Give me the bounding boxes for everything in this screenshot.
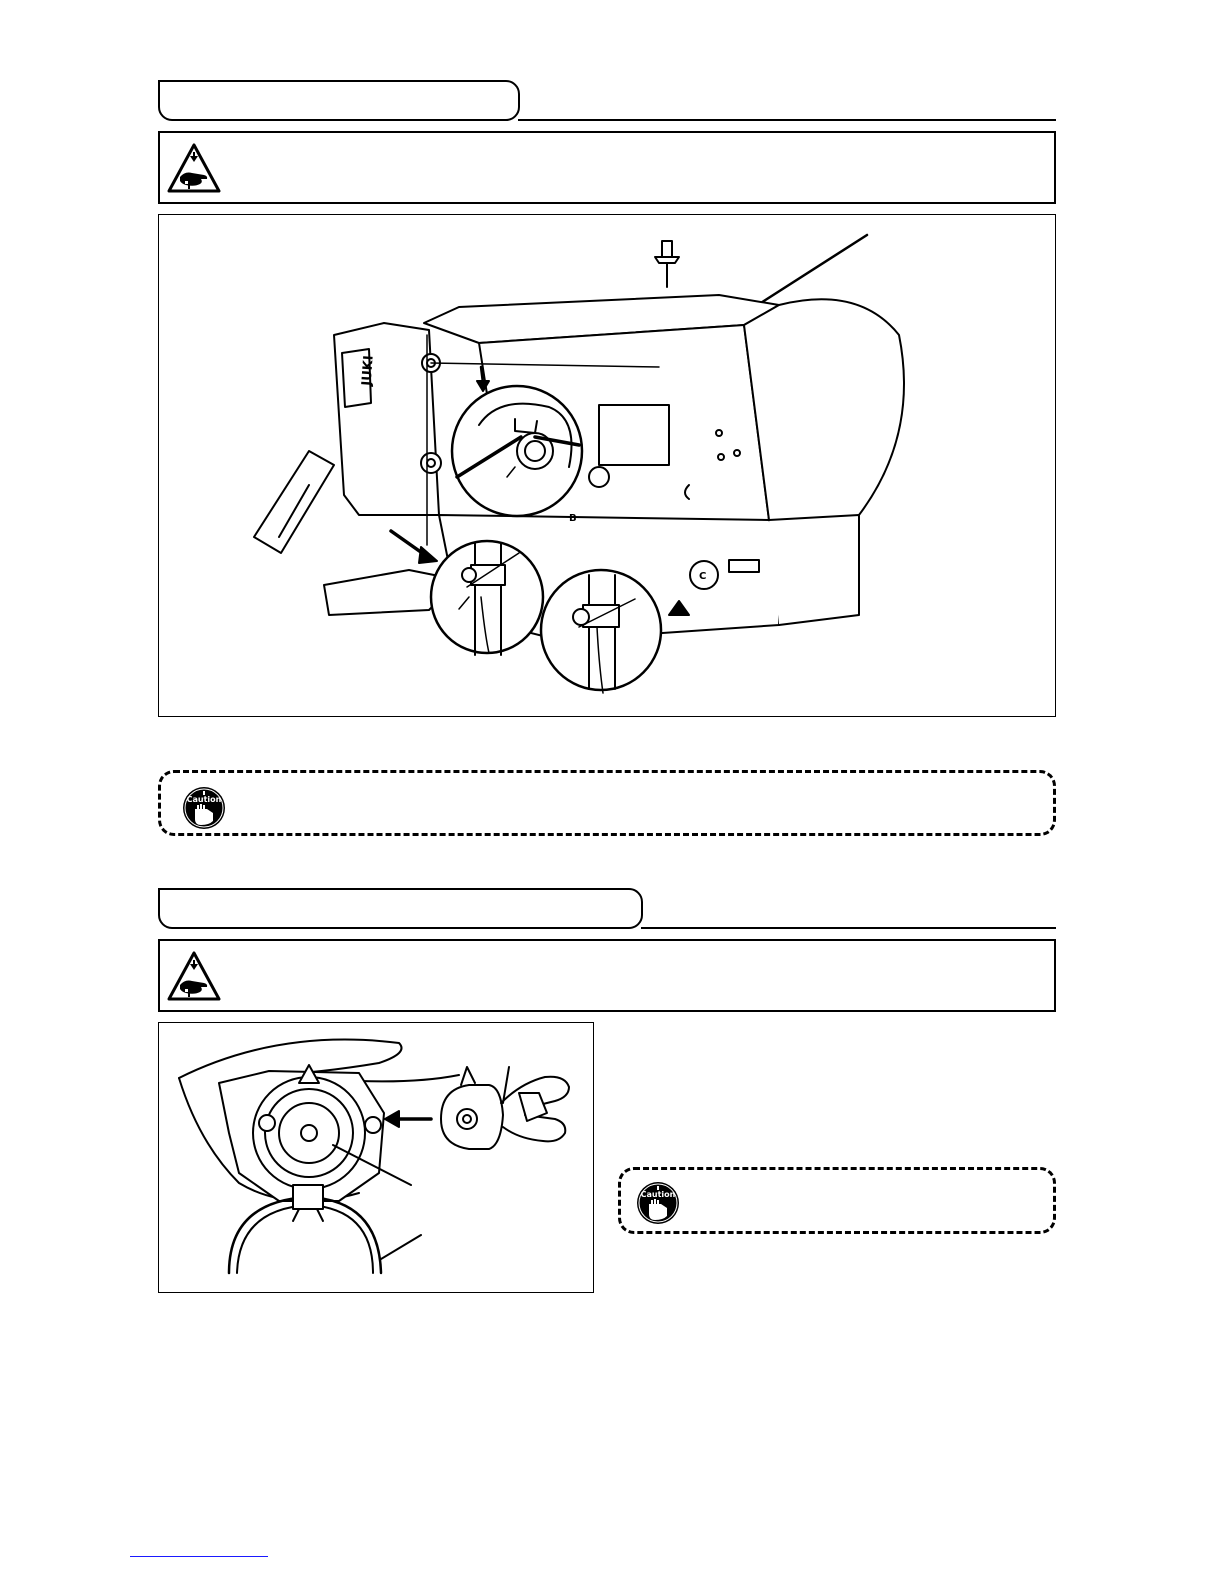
sewing-machine-illustration	[159, 215, 1057, 718]
section-2-title-rule	[641, 927, 1056, 929]
footer-link-underline[interactable]	[130, 1556, 268, 1557]
machine-logo: JUKI	[359, 354, 377, 387]
section-1-caution-box	[158, 770, 1056, 836]
section-2-title-tab	[158, 888, 643, 929]
hand-pinch-warning-icon	[166, 141, 222, 197]
figure-1-needle-threading	[158, 214, 1056, 717]
figure-2-bobbin-case	[158, 1022, 594, 1293]
section-1-title-rule	[518, 119, 1056, 121]
bed-mark-b: B	[569, 513, 577, 524]
caution-label: Caution	[640, 1190, 676, 1199]
bobbin-case-illustration	[159, 1023, 595, 1294]
caution-hand-icon	[181, 785, 227, 831]
caution-label: Caution	[186, 795, 222, 804]
caution-hand-icon	[635, 1180, 681, 1226]
bed-mark-c: C	[699, 571, 707, 582]
section-1-title-tab	[158, 80, 520, 121]
hand-pinch-warning-icon	[166, 949, 222, 1005]
section-2-caution-box	[618, 1167, 1056, 1234]
section-1-warning-box	[158, 131, 1056, 204]
section-2-warning-box	[158, 939, 1056, 1012]
